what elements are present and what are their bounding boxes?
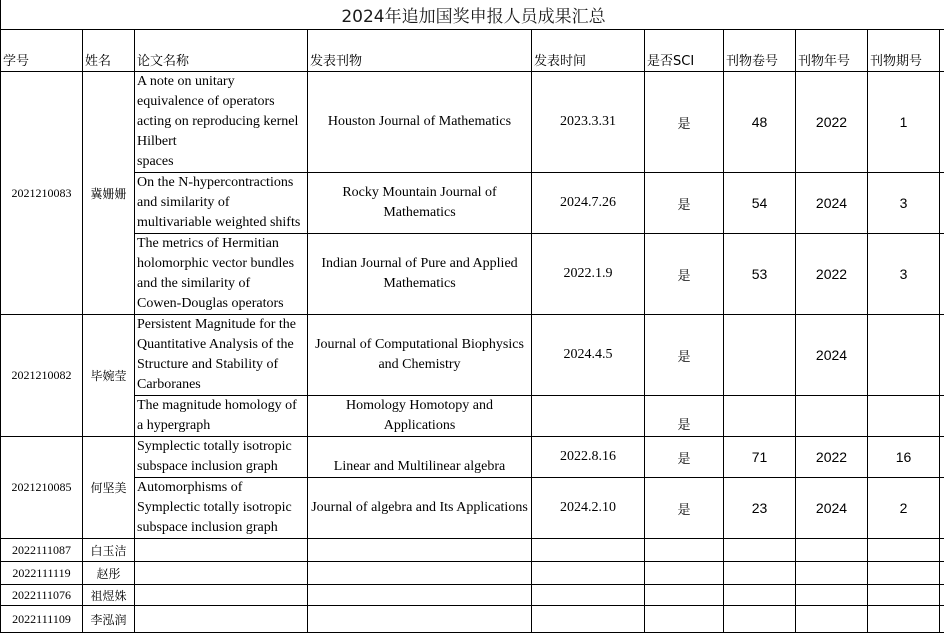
volume-cell[interactable] [724,396,796,437]
title-line: Cowen-Douglas operators [137,296,284,311]
year-cell[interactable]: 2024 [796,315,868,396]
title-line: and the similarity of [137,276,251,291]
student-id-cell[interactable]: 2021210083 [1,72,83,315]
sci-cell[interactable]: 是 [645,72,724,173]
issue-cell[interactable] [868,396,940,437]
student-id-cell[interactable]: 2022111119 [1,562,83,585]
title-line: holomorphic vector bundles [137,256,295,271]
title-line: Carboranes [137,377,201,392]
title-line: and similarity of [137,195,230,210]
paper-title-cell[interactable] [135,437,308,478]
title-line: subspace inclusion graph [137,520,278,535]
table-row [1,585,944,606]
sci-cell[interactable]: 是 [645,173,724,234]
title-line: multivariable weighted shifts [137,215,301,230]
student-name-cell[interactable]: 白玉洁 [83,539,135,562]
title-line: Automorphisms of [137,480,243,495]
date-cell[interactable]: 2023.3.31 [532,72,645,173]
student-id-cell[interactable]: 2022111087 [1,539,83,562]
student-id-cell[interactable]: 2022111076 [1,585,83,606]
volume-cell[interactable]: 53 [724,234,796,315]
issue-cell[interactable]: 3 [868,234,940,315]
issue-cell[interactable]: 1 [868,72,940,173]
student-name-cell[interactable]: 赵彤 [83,562,135,585]
volume-cell[interactable]: 71 [724,437,796,478]
student-name-cell[interactable]: 祖煜姝 [83,585,135,606]
paper-title-cell[interactable] [135,234,308,315]
issue-cell[interactable]: 2 [868,478,940,539]
title-line: On the N-hypercontractions [137,175,294,190]
year-cell[interactable]: 2022 [796,234,868,315]
sheet-title[interactable]: 2024年追加国奖申报人员成果汇总 [1,0,944,30]
volume-cell[interactable]: 48 [724,72,796,173]
year-cell[interactable]: 2022 [796,437,868,478]
student-id-cell[interactable]: 2022111109 [1,606,83,633]
date-cell[interactable]: 2022.1.9 [532,234,645,315]
title-line: Hilbert [137,134,177,149]
header-row [1,30,944,72]
journal-cell[interactable]: Journal of Computational Biophysics and Chemistry [308,315,532,396]
paper-title-cell[interactable] [135,173,308,234]
table-row [1,606,944,633]
date-cell[interactable]: 2024.4.5 [532,315,645,396]
sci-cell[interactable]: 是 [645,478,724,539]
sci-cell[interactable]: 是 [645,437,724,478]
header-student-id[interactable]: 学号 [1,30,83,72]
volume-cell[interactable]: 54 [724,173,796,234]
title-line: Persistent Magnitude for the [137,317,297,332]
paper-title-cell[interactable] [135,72,308,173]
table-row [1,396,944,437]
date-cell[interactable] [532,396,645,437]
paper-title-cell[interactable] [135,478,308,539]
journal-cell[interactable]: Journal of algebra and Its Applications [308,478,532,539]
table-row [1,478,944,539]
year-cell[interactable]: 2024 [796,478,868,539]
header-is-sci[interactable]: 是否SCI [645,30,724,72]
header-paper-title[interactable]: 论文名称 [135,30,308,72]
title-line: A note on unitary [137,74,235,89]
table-row [1,173,944,234]
volume-cell[interactable] [724,315,796,396]
table-row [1,72,944,173]
header-name[interactable]: 姓名 [83,30,135,72]
header-volume[interactable]: 刊物卷号 [724,30,796,72]
student-name-cell[interactable]: 毕婉莹 [83,315,135,437]
student-name-cell[interactable]: 李泓润 [83,606,135,633]
volume-cell[interactable]: 23 [724,478,796,539]
header-publish-date[interactable]: 发表时间 [532,30,645,72]
issue-cell[interactable]: 3 [868,173,940,234]
title-line: equivalence of operators [137,94,275,109]
journal-cell[interactable]: Rocky Mountain Journal of Mathematics [308,173,532,234]
sci-cell[interactable]: 是 [645,234,724,315]
table-row [1,539,944,562]
year-cell[interactable]: 2024 [796,173,868,234]
table-row [1,315,944,396]
journal-cell[interactable]: Houston Journal of Mathematics [308,72,532,173]
student-name-cell[interactable]: 何坚美 [83,437,135,539]
journal-cell[interactable]: Homology Homotopy and Applications [308,396,532,437]
title-row [1,0,944,30]
title-line: subspace inclusion graph [137,459,278,474]
header-journal[interactable]: 发表刊物 [308,30,532,72]
issue-cell[interactable]: 16 [868,437,940,478]
paper-title-cell[interactable] [135,315,308,396]
title-line: spaces [137,154,174,169]
title-line: a hypergraph [137,418,211,433]
header-issue[interactable]: 刊物期号 [868,30,940,72]
date-cell[interactable]: 2022.8.16 [532,437,645,478]
student-id-cell[interactable]: 2021210085 [1,437,83,539]
sci-cell[interactable]: 是 [645,396,724,437]
year-cell[interactable] [796,396,868,437]
student-id-cell[interactable]: 2021210082 [1,315,83,437]
table-row [1,437,944,478]
paper-title-cell[interactable] [135,396,308,437]
title-line: Structure and Stability of [137,357,279,372]
year-cell[interactable]: 2022 [796,72,868,173]
journal-cell[interactable]: Indian Journal of Pure and Applied Mathematics [308,234,532,315]
sci-cell[interactable]: 是 [645,315,724,396]
student-name-cell[interactable]: 冀姗姗 [83,72,135,315]
journal-cell[interactable]: Linear and Multilinear algebra [308,437,532,478]
date-cell[interactable]: 2024.2.10 [532,478,645,539]
title-line: Symplectic totally isotropic [137,439,292,454]
table-row [1,562,944,585]
header-year[interactable]: 刊物年号 [796,30,868,72]
date-cell[interactable]: 2024.7.26 [532,173,645,234]
title-line: acting on reproducing kernel [137,114,299,129]
issue-cell[interactable] [868,315,940,396]
title-line: Symplectic totally isotropic [137,500,292,515]
title-line: Quantitative Analysis of the [137,337,294,352]
title-line: The magnitude homology of [137,398,297,413]
table-row [1,234,944,315]
title-line: The metrics of Hermitian [137,236,279,251]
